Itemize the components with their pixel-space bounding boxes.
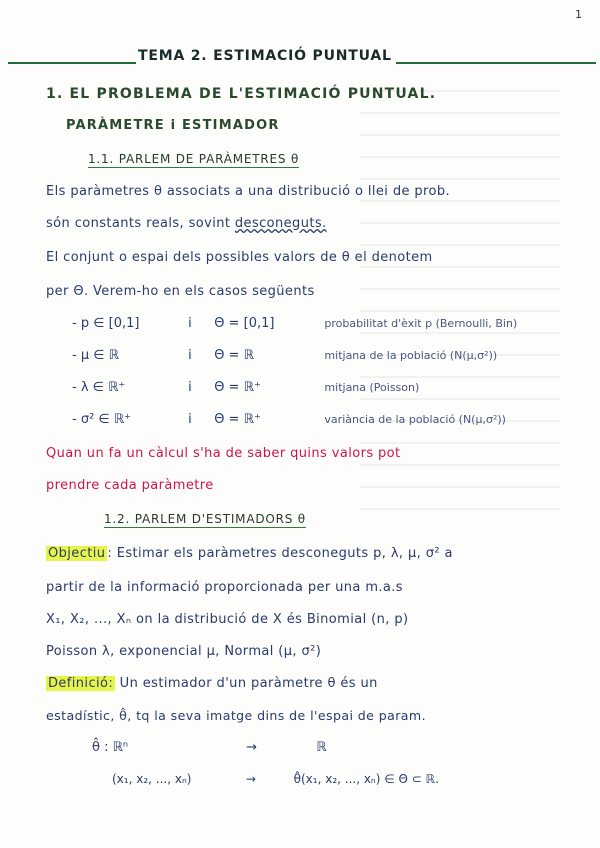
- case-row: - σ² ∈ ℝ⁺ i Θ = ℝ⁺ variància de la població (N(μ,σ²)): [72, 412, 506, 427]
- case-row: - μ ∈ ℝ i Θ = ℝ mitjana de la població (N(μ,σ²)): [72, 348, 498, 363]
- page-number: 1: [575, 8, 582, 21]
- definition-line-2: estadístic, θ̂, tq la seva imatge dins de l'espai de param.: [46, 708, 426, 723]
- page-title: TEMA 2. ESTIMACIÓ PUNTUAL: [138, 48, 392, 64]
- estimator-map-line-2: (x₁, x₂, ..., xₙ) → θ̂(x₁, x₂, ..., xₙ) ∈ Θ ⊂ ℝ.: [112, 772, 439, 786]
- unknown-word: desconeguts.: [234, 216, 327, 231]
- title-rule-right: [396, 62, 596, 64]
- text-line-4: per Θ. Verem-ho en els casos següents: [46, 284, 315, 299]
- subsection-heading-1-2: 1.2. PARLEM D'ESTIMADORS θ: [104, 512, 306, 526]
- definition-label: Definició:: [48, 676, 114, 691]
- note-line-2: prendre cada paràmetre: [46, 478, 214, 493]
- title-rule-left: [8, 62, 136, 64]
- objective-line-1: Objectiu : Estimar els paràmetres desconeguts p, λ, μ, σ² a: [48, 546, 453, 561]
- definition-line-1: Definició: Un estimador d'un paràmetre θ és un: [48, 676, 378, 691]
- objective-line-2: partir de la informació proporcionada per una m.a.s: [46, 580, 403, 595]
- objective-line-4: Poisson λ, exponencial μ, Normal (μ, σ²): [46, 644, 322, 659]
- objective-label: Objectiu: [48, 546, 106, 561]
- text-line-1: Els paràmetres θ associats a una distribució o llei de prob.: [46, 184, 451, 199]
- estimator-map-line-1: θ̂ : ℝⁿ → ℝ: [92, 740, 327, 755]
- note-line-1: Quan un fa un càlcul s'ha de saber quins valors pot: [46, 446, 401, 461]
- case-row: - p ∈ [0,1] i Θ = [0,1] probabilitat d'èxit p (Bernoulli, Bin): [72, 316, 518, 331]
- case-row: - λ ∈ ℝ⁺ i Θ = ℝ⁺ mitjana (Poisson): [72, 380, 420, 395]
- text-line-2: són constants reals, sovint desconeguts.: [46, 216, 327, 231]
- section-heading: 1. EL PROBLEMA DE L'ESTIMACIÓ PUNTUAL.: [46, 86, 437, 102]
- section-subheading: PARÀMETRE i ESTIMADOR: [66, 118, 280, 133]
- subsection-heading-1-1: 1.1. PARLEM DE PARÀMETRES θ: [88, 152, 300, 166]
- objective-line-3: X₁, X₂, ..., Xₙ on la distribució de X és Binomial (n, p): [46, 612, 409, 627]
- text-line-3: El conjunt o espai dels possibles valors de θ el denotem: [46, 250, 433, 265]
